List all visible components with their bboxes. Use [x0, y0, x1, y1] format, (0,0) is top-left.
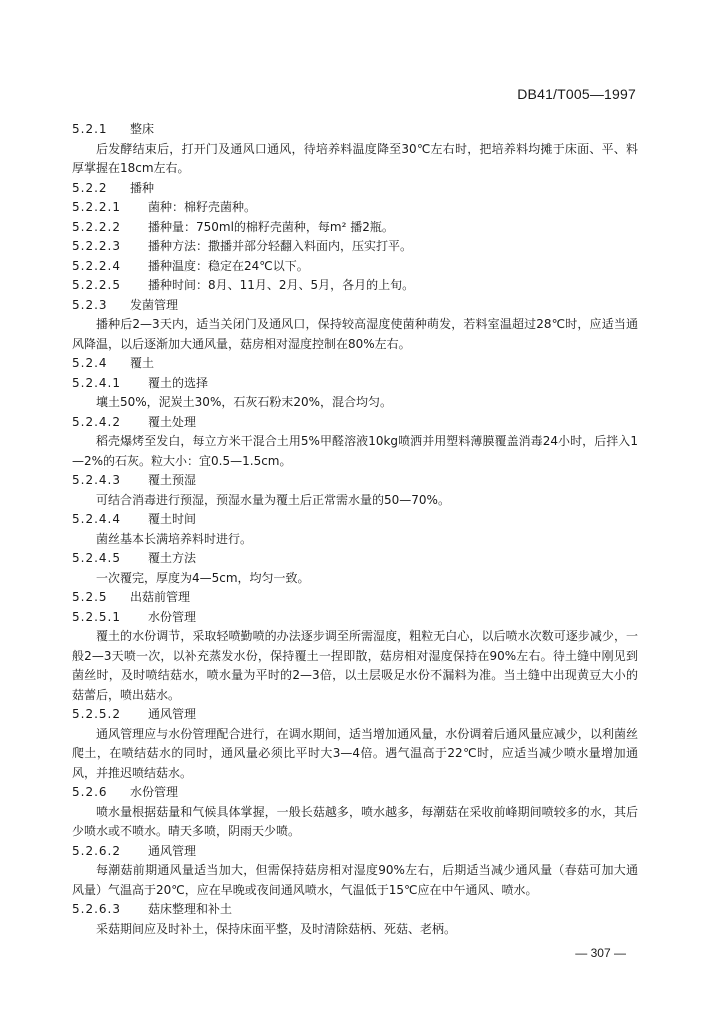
section-heading — [72, 510, 638, 530]
paragraph: 可结合消毒进行预湿，预湿水量为覆土后正常需水量的50—70%。 — [96, 492, 450, 507]
section-number: 5.2.4.4 — [72, 512, 121, 526]
item-number: 5.2.2.4 — [72, 258, 121, 273]
paragraph: 采菇期间应及时补土，保持床面平整，及时清除菇柄、死菇、老柄。 — [96, 921, 457, 936]
section-title: 覆土方法 — [148, 551, 197, 565]
section-title: 整床 — [130, 122, 155, 136]
paragraph: 一次覆完，厚度为4—5cm，均匀一致。 — [96, 570, 310, 585]
section-title: 出菇前管理 — [130, 590, 191, 604]
numbered-item — [72, 257, 638, 277]
section-heading — [72, 842, 638, 862]
section-heading — [72, 783, 638, 803]
paragraph: 菌丝基本长满培养料时进行。 — [96, 531, 253, 546]
section-heading — [72, 413, 638, 433]
section-number: 5.2.3 — [72, 297, 108, 312]
section-heading — [72, 374, 638, 394]
paragraph: 稻壳爆烤至发白，每立方米干混合土用5%甲醛溶液10kg喷洒并用塑料薄膜覆盖消毒24小时，后拌入1—2%的石灰。粒大小：宜0.5—1.5cm。 — [72, 434, 638, 468]
numbered-item — [72, 276, 638, 296]
paragraph: 后发酵结束后，打开门及通风口通风，待培养料温度降至30℃左右时，把培养料均摊于床面、平、料厚掌握在18cm左右。 — [72, 141, 638, 175]
section-number: 5.2.6 — [72, 785, 108, 799]
section-heading — [72, 549, 638, 569]
section-title: 水份管理 — [130, 785, 179, 799]
section-title: 覆土处理 — [148, 414, 197, 429]
section-heading — [72, 471, 638, 491]
section-heading — [72, 900, 638, 920]
section-number: 5.2.1 — [72, 122, 108, 136]
paragraph: 壤土50%，泥炭土30%，石灰石粉末20%，混合均匀。 — [96, 395, 393, 409]
section-heading — [72, 120, 638, 140]
section-number: 5.2.4.2 — [72, 414, 121, 429]
section-title: 通风管理 — [148, 707, 197, 721]
paragraph: 覆土的水份调节，采取轻喷勤喷的办法逐步调至所需湿度，粗粒无白心，以后喷水次数可逐步减少，一般2—3天喷一次，以补充蒸发水份，保持覆土一捏即散，菇房相对湿度保持在90%左右。待土缝中刚见到菌丝时，及时喷结菇水，喷水量为平时的2—3倍，以土层吸足水份不漏料为准。当土缝中出现黄豆大小的菇蕾后，喷出菇水。 — [72, 629, 638, 702]
item-text: 菌种：棉籽壳菌种。 — [148, 200, 257, 214]
section-number: 5.2.5.2 — [72, 707, 121, 721]
section-number: 5.2.6.2 — [72, 843, 121, 858]
section-title: 通风管理 — [148, 843, 197, 858]
section-title: 覆土预湿 — [148, 473, 197, 487]
item-text: 播种时间：8月、11月、2月、5月，各月的上旬。 — [148, 278, 415, 292]
section-number: 5.2.4.1 — [72, 375, 121, 390]
paragraph: 通风管理应与水份管理配合进行，在调水期间，适当增加通风量，水份调着后通风量应减少，以利菌丝爬土，在喷结菇水的同时，通风量必须比平时大3—4倍。遇气温高于22℃时，应适当减少喷水量增加通风，并推迟喷结菇水。 — [72, 726, 638, 780]
section-number: 5.2.5.1 — [72, 609, 121, 624]
section-heading — [72, 296, 638, 316]
section-heading — [72, 179, 638, 199]
document-code: DB41/T005—1997 — [517, 86, 636, 102]
section-heading — [72, 588, 638, 608]
section-title: 覆土的选择 — [148, 375, 209, 390]
numbered-item — [72, 218, 638, 238]
section-number: 5.2.4 — [72, 356, 108, 370]
numbered-item — [72, 198, 638, 218]
section-number: 5.2.5 — [72, 590, 108, 604]
section-title: 覆土 — [130, 356, 155, 370]
item-number: 5.2.2.2 — [72, 219, 121, 234]
section-title: 播种 — [130, 180, 155, 195]
page-number: — 307 — — [575, 946, 626, 960]
section-number: 5.2.2 — [72, 180, 108, 195]
section-number: 5.2.4.5 — [72, 551, 121, 565]
section-number: 5.2.6.3 — [72, 902, 121, 916]
section-heading — [72, 354, 638, 374]
paragraph: 播种后2—3天内，适当关闭门及通风口，保持较高湿度使菌种萌发，若料室温超过28℃时，应适当通风降温，以后逐渐加大通风量，菇房相对湿度控制在80%左右。 — [72, 317, 638, 351]
section-heading — [72, 705, 638, 725]
section-title: 覆土时间 — [148, 512, 197, 526]
item-number: 5.2.2.1 — [72, 200, 121, 214]
item-number: 5.2.2.3 — [72, 239, 121, 253]
section-title: 发菌管理 — [130, 297, 179, 312]
item-text: 播种量：750ml的棉籽壳菌种，每m² 播2瓶。 — [148, 219, 394, 234]
paragraph: 每潮菇前期通风量适当加大，但需保持菇房相对湿度90%左右，后期适当减少通风量（春菇可加大通风量）气温高于20℃，应在早晚或夜间通风喷水，气温低于15℃应在中午通风、喷水。 — [72, 863, 638, 897]
document-body — [72, 120, 638, 939]
item-text: 播种方法：撒播并部分轻翻入料面内，压实打平。 — [148, 239, 413, 253]
section-heading — [72, 608, 638, 628]
paragraph: 喷水量根据菇量和气候具体掌握，一般长菇越多，喷水越多，每潮菇在采收前峰期间喷较多的水，其后少喷水或不喷水。晴天多喷，阴雨天少喷。 — [72, 804, 638, 838]
section-title: 水份管理 — [148, 609, 197, 624]
item-number: 5.2.2.5 — [72, 278, 121, 292]
section-title: 菇床整理和补土 — [148, 902, 233, 916]
section-number: 5.2.4.3 — [72, 473, 121, 487]
numbered-item — [72, 237, 638, 257]
item-text: 播种温度：稳定在24℃以下。 — [148, 258, 309, 273]
